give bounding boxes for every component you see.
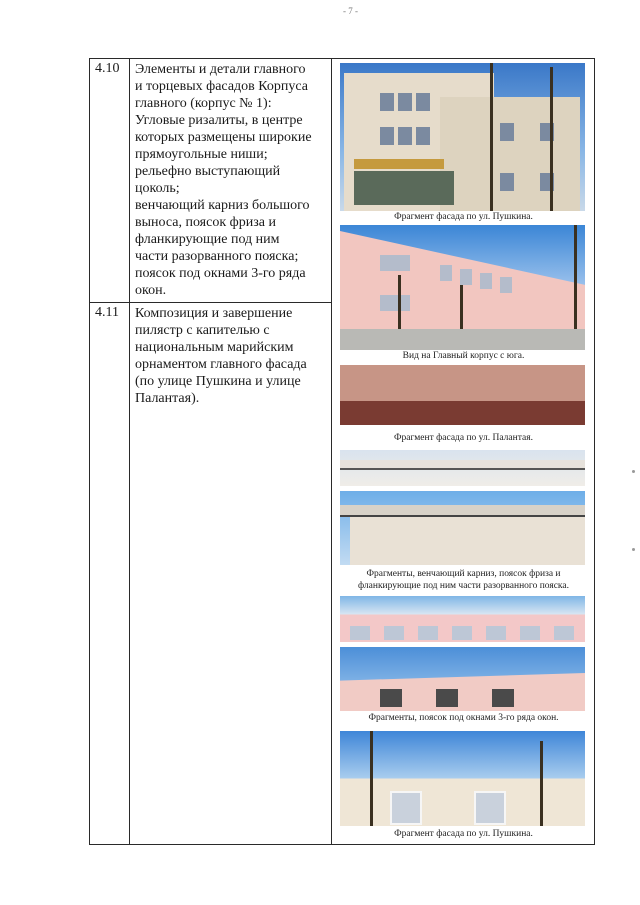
photo-caption: Фрагменты, поясок под окнами 3-го ряда окон. <box>368 713 559 723</box>
photo-caption: фланкирующие под ним части разорванного пояска. <box>357 581 569 591</box>
row-number-cell <box>90 303 130 845</box>
row-number: 4.11 <box>95 305 119 321</box>
photo-caption: Фрагменты, венчающий карниз, поясок фриза и <box>366 569 561 579</box>
page-number-mark: - 7 - <box>343 6 358 16</box>
photo-main-building-south <box>340 225 585 350</box>
photo-window-belt-1 <box>340 596 585 642</box>
description-text: Элементы и детали главного и торцевых фасадов Корпуса главного (корпус № 1): Угловые ризалиты, в центре которых размещены широкие прямоугольные ниши; рельефно выступающий цоколь; венчающий карниз большого выноса, поясок фриза и фланкирующие под ним части разорванного пояска; поясок под окнами 3-го ряда окон. <box>135 62 312 298</box>
photo-caption: Фрагмент фасада по ул. Палантая. <box>394 433 533 443</box>
photo-caption: Фрагмент фасада по ул. Пушкина. <box>394 829 533 839</box>
description-cell <box>130 303 332 845</box>
photos-cell <box>332 59 595 845</box>
description-cell <box>130 59 332 303</box>
row-number-cell <box>90 59 130 303</box>
row-number: 4.10 <box>95 61 120 76</box>
photo-facade-pushkina-2 <box>340 731 585 826</box>
scan-mark <box>632 548 635 551</box>
photo-cornice-1 <box>340 450 585 486</box>
photo-cornice-2 <box>340 491 585 565</box>
description-text: Композиция и завершение пилястр с капителью с национальным марийским орнаментом главного фасада (по улице Пушкина и улице Палантая). <box>135 306 307 407</box>
scan-mark <box>632 470 635 473</box>
elements-table <box>89 58 595 845</box>
photo-caption: Вид на Главный корпус с юга. <box>402 351 525 361</box>
photo-caption: Фрагмент фасада по ул. Пушкина. <box>394 212 533 222</box>
photo-window-belt-2 <box>340 647 585 711</box>
photo-facade-pushkina <box>340 63 585 211</box>
photo-facade-palantaya <box>340 365 585 425</box>
